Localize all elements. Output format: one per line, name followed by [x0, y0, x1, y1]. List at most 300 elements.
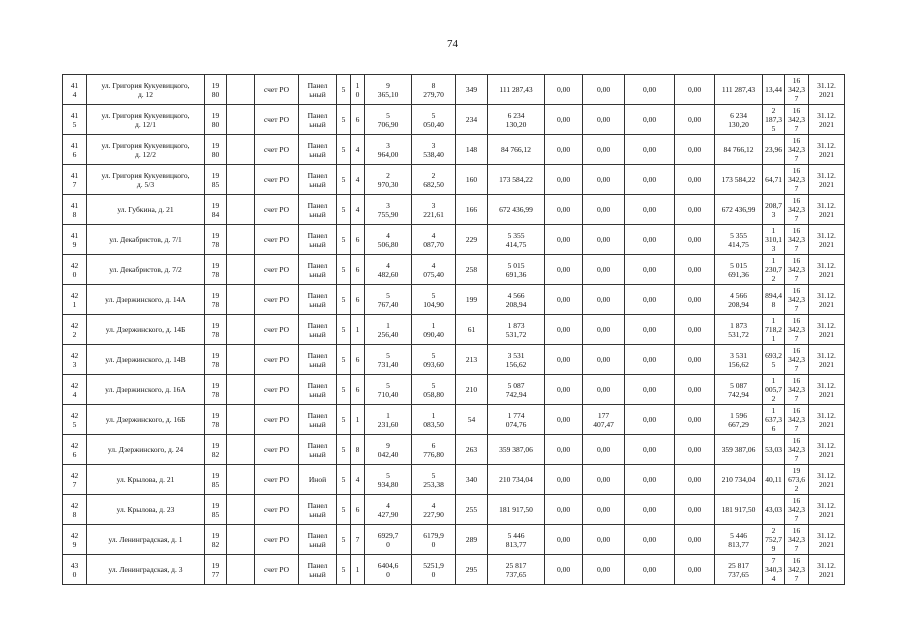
table-row [63, 435, 845, 465]
year-cell: 19 78 [205, 285, 227, 315]
wall-material-cell: Панел ьный [299, 315, 337, 345]
fund-cost-3-cell: 0,00 [625, 525, 675, 555]
limit-cost-cell: 16 342,3 7 [785, 555, 809, 585]
wall-material-cell: Панел ьный [299, 285, 337, 315]
fund-cost-3-cell: 0,00 [625, 135, 675, 165]
residents-cell: 295 [456, 555, 488, 585]
unit-cost-cell: 43,03 [763, 495, 785, 525]
owners-cost-cell: 181 917,50 [715, 495, 763, 525]
row-number-cell: 42 2 [63, 315, 87, 345]
deadline-cell: 31.12. 2021 [809, 75, 845, 105]
blank-cell [227, 315, 255, 345]
fund-cost-2-cell: 0,00 [583, 165, 625, 195]
address-cell: ул. Дзержинского, д. 16Б [87, 405, 205, 435]
year-cell: 19 78 [205, 225, 227, 255]
deadline-cell: 31.12. 2021 [809, 435, 845, 465]
total-cost-cell: 210 734,04 [488, 465, 545, 495]
row-number-cell: 42 0 [63, 255, 87, 285]
limit-cost-cell: 16 342,3 7 [785, 525, 809, 555]
fund-cost-1-cell: 0,00 [545, 345, 583, 375]
unit-cost-cell: 1 310,1 3 [763, 225, 785, 255]
total-area-cell: 2 970,30 [365, 165, 412, 195]
total-area-cell: 1 256,40 [365, 315, 412, 345]
table-row [63, 495, 845, 525]
row-number-cell: 42 9 [63, 525, 87, 555]
residents-cell: 213 [456, 345, 488, 375]
year-cell: 19 82 [205, 435, 227, 465]
unit-cost-cell: 53,03 [763, 435, 785, 465]
page-number: 74 [447, 38, 458, 50]
address-cell: ул. Григория Кукуевицкого, д. 12/2 [87, 135, 205, 165]
fund-cost-1-cell: 0,00 [545, 135, 583, 165]
entrances-cell: 1 0 [351, 75, 365, 105]
residents-cell: 54 [456, 405, 488, 435]
fund-cost-2-cell: 0,00 [583, 435, 625, 465]
deadline-cell: 31.12. 2021 [809, 315, 845, 345]
fund-cost-2-cell: 0,00 [583, 285, 625, 315]
fund-cell: счет РО [255, 405, 299, 435]
fund-cost-1-cell: 0,00 [545, 555, 583, 585]
unit-cost-cell: 40,11 [763, 465, 785, 495]
deadline-cell: 31.12. 2021 [809, 345, 845, 375]
residents-cell: 349 [456, 75, 488, 105]
owners-cost-cell: 84 766,12 [715, 135, 763, 165]
fund-cost-1-cell: 0,00 [545, 405, 583, 435]
blank-cell [227, 405, 255, 435]
total-cost-cell: 173 584,22 [488, 165, 545, 195]
fund-cost-1-cell: 0,00 [545, 375, 583, 405]
floors-cell: 5 [337, 225, 351, 255]
blank-cell [227, 75, 255, 105]
fund-cost-3-cell: 0,00 [625, 495, 675, 525]
residents-cell: 263 [456, 435, 488, 465]
deadline-cell: 31.12. 2021 [809, 105, 845, 135]
table-row [63, 225, 845, 255]
residents-cell: 148 [456, 135, 488, 165]
fund-cost-2-cell: 0,00 [583, 465, 625, 495]
deadline-cell: 31.12. 2021 [809, 555, 845, 585]
unit-cost-cell: 208,7 3 [763, 195, 785, 225]
total-area-cell: 5 934,80 [365, 465, 412, 495]
year-cell: 19 77 [205, 555, 227, 585]
floors-cell: 5 [337, 285, 351, 315]
total-cost-cell: 3 531 156,62 [488, 345, 545, 375]
blank-cell [227, 135, 255, 165]
fund-cell: счет РО [255, 345, 299, 375]
floors-cell: 5 [337, 165, 351, 195]
entrances-cell: 1 [351, 315, 365, 345]
total-area-cell: 3 964,00 [365, 135, 412, 165]
living-area-cell: 5251,9 0 [412, 555, 456, 585]
total-area-cell: 4 506,80 [365, 225, 412, 255]
residents-cell: 229 [456, 225, 488, 255]
address-cell: ул. Дзержинского, д. 14А [87, 285, 205, 315]
fund-cell: счет РО [255, 465, 299, 495]
entrances-cell: 6 [351, 375, 365, 405]
fund-cell: счет РО [255, 225, 299, 255]
fund-cost-3-cell: 0,00 [625, 405, 675, 435]
fund-cost-3-cell: 0,00 [625, 435, 675, 465]
living-area-cell: 1 090,40 [412, 315, 456, 345]
limit-cost-cell: 16 342,3 7 [785, 345, 809, 375]
row-number-cell: 41 6 [63, 135, 87, 165]
fund-cost-3-cell: 0,00 [625, 315, 675, 345]
entrances-cell: 6 [351, 345, 365, 375]
living-area-cell: 5 104,90 [412, 285, 456, 315]
year-cell: 19 80 [205, 105, 227, 135]
total-cost-cell: 4 566 208,94 [488, 285, 545, 315]
limit-cost-cell: 16 342,3 7 [785, 135, 809, 165]
fund-cost-3-cell: 0,00 [625, 225, 675, 255]
living-area-cell: 3 221,61 [412, 195, 456, 225]
table-row [63, 465, 845, 495]
limit-cost-cell: 16 342,3 7 [785, 105, 809, 135]
wall-material-cell: Панел ьный [299, 75, 337, 105]
wall-material-cell: Иной [299, 465, 337, 495]
row-number-cell: 42 8 [63, 495, 87, 525]
fund-cost-4-cell: 0,00 [675, 345, 715, 375]
entrances-cell: 6 [351, 495, 365, 525]
owners-cost-cell: 6 234 130,20 [715, 105, 763, 135]
living-area-cell: 2 682,50 [412, 165, 456, 195]
floors-cell: 5 [337, 495, 351, 525]
living-area-cell: 6 776,80 [412, 435, 456, 465]
fund-cost-3-cell: 0,00 [625, 285, 675, 315]
address-cell: ул. Ленинградская, д. 1 [87, 525, 205, 555]
row-number-cell: 41 7 [63, 165, 87, 195]
limit-cost-cell: 16 342,3 7 [785, 405, 809, 435]
blank-cell [227, 225, 255, 255]
floors-cell: 5 [337, 435, 351, 465]
fund-cost-4-cell: 0,00 [675, 195, 715, 225]
fund-cost-1-cell: 0,00 [545, 315, 583, 345]
fund-cell: счет РО [255, 195, 299, 225]
address-cell: ул. Дзержинского, д. 14В [87, 345, 205, 375]
table-row [63, 105, 845, 135]
fund-cost-4-cell: 0,00 [675, 315, 715, 345]
row-number-cell: 42 6 [63, 435, 87, 465]
limit-cost-cell: 16 342,3 7 [785, 375, 809, 405]
year-cell: 19 78 [205, 315, 227, 345]
total-area-cell: 3 755,90 [365, 195, 412, 225]
limit-cost-cell: 19 673,6 2 [785, 465, 809, 495]
housing-table [62, 74, 845, 585]
total-cost-cell: 5 015 691,36 [488, 255, 545, 285]
wall-material-cell: Панел ьный [299, 375, 337, 405]
fund-cost-2-cell: 177 407,47 [583, 405, 625, 435]
fund-cost-2-cell: 0,00 [583, 315, 625, 345]
unit-cost-cell: 7 340,3 4 [763, 555, 785, 585]
deadline-cell: 31.12. 2021 [809, 225, 845, 255]
entrances-cell: 8 [351, 435, 365, 465]
fund-cost-3-cell: 0,00 [625, 165, 675, 195]
blank-cell [227, 465, 255, 495]
owners-cost-cell: 1 596 667,29 [715, 405, 763, 435]
fund-cell: счет РО [255, 315, 299, 345]
owners-cost-cell: 5 015 691,36 [715, 255, 763, 285]
unit-cost-cell: 1 230,7 2 [763, 255, 785, 285]
floors-cell: 5 [337, 465, 351, 495]
floors-cell: 5 [337, 375, 351, 405]
fund-cell: счет РО [255, 285, 299, 315]
year-cell: 19 78 [205, 255, 227, 285]
residents-cell: 160 [456, 165, 488, 195]
address-cell: ул. Григория Кукуевицкого, д. 12/1 [87, 105, 205, 135]
fund-cost-3-cell: 0,00 [625, 345, 675, 375]
year-cell: 19 82 [205, 525, 227, 555]
unit-cost-cell: 23,96 [763, 135, 785, 165]
fund-cost-1-cell: 0,00 [545, 165, 583, 195]
table-row [63, 345, 845, 375]
entrances-cell: 4 [351, 165, 365, 195]
living-area-cell: 4 075,40 [412, 255, 456, 285]
address-cell: ул. Дзержинского, д. 14Б [87, 315, 205, 345]
owners-cost-cell: 4 566 208,94 [715, 285, 763, 315]
table-row [63, 375, 845, 405]
wall-material-cell: Панел ьный [299, 135, 337, 165]
owners-cost-cell: 5 087 742,94 [715, 375, 763, 405]
wall-material-cell: Панел ьный [299, 525, 337, 555]
row-number-cell: 41 5 [63, 105, 87, 135]
owners-cost-cell: 5 446 813,77 [715, 525, 763, 555]
deadline-cell: 31.12. 2021 [809, 405, 845, 435]
address-cell: ул. Григория Кукуевицкого, д. 12 [87, 75, 205, 105]
blank-cell [227, 525, 255, 555]
blank-cell [227, 345, 255, 375]
fund-cost-1-cell: 0,00 [545, 75, 583, 105]
table-row [63, 195, 845, 225]
residents-cell: 61 [456, 315, 488, 345]
living-area-cell: 5 058,80 [412, 375, 456, 405]
fund-cell: счет РО [255, 375, 299, 405]
total-cost-cell: 1 873 531,72 [488, 315, 545, 345]
fund-cost-1-cell: 0,00 [545, 525, 583, 555]
owners-cost-cell: 359 387,06 [715, 435, 763, 465]
row-number-cell: 41 9 [63, 225, 87, 255]
entrances-cell: 6 [351, 285, 365, 315]
fund-cost-4-cell: 0,00 [675, 75, 715, 105]
deadline-cell: 31.12. 2021 [809, 165, 845, 195]
residents-cell: 234 [456, 105, 488, 135]
floors-cell: 5 [337, 345, 351, 375]
fund-cost-2-cell: 0,00 [583, 255, 625, 285]
total-cost-cell: 111 287,43 [488, 75, 545, 105]
fund-cost-4-cell: 0,00 [675, 285, 715, 315]
fund-cost-3-cell: 0,00 [625, 465, 675, 495]
living-area-cell: 4 087,70 [412, 225, 456, 255]
wall-material-cell: Панел ьный [299, 105, 337, 135]
row-number-cell: 42 4 [63, 375, 87, 405]
total-area-cell: 6929,7 0 [365, 525, 412, 555]
fund-cost-4-cell: 0,00 [675, 555, 715, 585]
total-cost-cell: 6 234 130,20 [488, 105, 545, 135]
floors-cell: 5 [337, 405, 351, 435]
fund-cost-2-cell: 0,00 [583, 495, 625, 525]
blank-cell [227, 555, 255, 585]
address-cell: ул. Григория Кукуевицкого, д. 5/3 [87, 165, 205, 195]
wall-material-cell: Панел ьный [299, 555, 337, 585]
owners-cost-cell: 210 734,04 [715, 465, 763, 495]
fund-cell: счет РО [255, 495, 299, 525]
entrances-cell: 7 [351, 525, 365, 555]
fund-cell: счет РО [255, 135, 299, 165]
wall-material-cell: Панел ьный [299, 495, 337, 525]
entrances-cell: 6 [351, 105, 365, 135]
fund-cost-4-cell: 0,00 [675, 465, 715, 495]
fund-cost-2-cell: 0,00 [583, 135, 625, 165]
total-area-cell: 4 482,60 [365, 255, 412, 285]
floors-cell: 5 [337, 315, 351, 345]
year-cell: 19 78 [205, 345, 227, 375]
residents-cell: 255 [456, 495, 488, 525]
unit-cost-cell: 2 752,7 9 [763, 525, 785, 555]
fund-cost-3-cell: 0,00 [625, 75, 675, 105]
blank-cell [227, 495, 255, 525]
fund-cost-4-cell: 0,00 [675, 375, 715, 405]
limit-cost-cell: 16 342,3 7 [785, 495, 809, 525]
total-area-cell: 5 710,40 [365, 375, 412, 405]
table-row [63, 285, 845, 315]
year-cell: 19 78 [205, 375, 227, 405]
living-area-cell: 5 093,60 [412, 345, 456, 375]
fund-cost-1-cell: 0,00 [545, 195, 583, 225]
total-cost-cell: 5 355 414,75 [488, 225, 545, 255]
entrances-cell: 4 [351, 135, 365, 165]
owners-cost-cell: 3 531 156,62 [715, 345, 763, 375]
wall-material-cell: Панел ьный [299, 225, 337, 255]
residents-cell: 289 [456, 525, 488, 555]
year-cell: 19 80 [205, 75, 227, 105]
entrances-cell: 6 [351, 255, 365, 285]
fund-cost-3-cell: 0,00 [625, 255, 675, 285]
total-area-cell: 5 706,90 [365, 105, 412, 135]
deadline-cell: 31.12. 2021 [809, 375, 845, 405]
table-row [63, 255, 845, 285]
fund-cost-2-cell: 0,00 [583, 375, 625, 405]
row-number-cell: 43 0 [63, 555, 87, 585]
fund-cost-2-cell: 0,00 [583, 195, 625, 225]
year-cell: 19 85 [205, 165, 227, 195]
row-number-cell: 42 1 [63, 285, 87, 315]
fund-cell: счет РО [255, 525, 299, 555]
owners-cost-cell: 672 436,99 [715, 195, 763, 225]
entrances-cell: 6 [351, 225, 365, 255]
total-cost-cell: 181 917,50 [488, 495, 545, 525]
total-cost-cell: 359 387,06 [488, 435, 545, 465]
unit-cost-cell: 2 187,3 5 [763, 105, 785, 135]
row-number-cell: 42 7 [63, 465, 87, 495]
floors-cell: 5 [337, 525, 351, 555]
floors-cell: 5 [337, 255, 351, 285]
floors-cell: 5 [337, 555, 351, 585]
floors-cell: 5 [337, 135, 351, 165]
deadline-cell: 31.12. 2021 [809, 465, 845, 495]
owners-cost-cell: 173 584,22 [715, 165, 763, 195]
entrances-cell: 1 [351, 555, 365, 585]
living-area-cell: 3 538,40 [412, 135, 456, 165]
living-area-cell: 1 083,50 [412, 405, 456, 435]
limit-cost-cell: 16 342,3 7 [785, 285, 809, 315]
table-row [63, 405, 845, 435]
total-area-cell: 9 042,40 [365, 435, 412, 465]
deadline-cell: 31.12. 2021 [809, 135, 845, 165]
unit-cost-cell: 13,44 [763, 75, 785, 105]
blank-cell [227, 195, 255, 225]
residents-cell: 258 [456, 255, 488, 285]
owners-cost-cell: 111 287,43 [715, 75, 763, 105]
fund-cell: счет РО [255, 75, 299, 105]
limit-cost-cell: 16 342,3 7 [785, 315, 809, 345]
table-row [63, 555, 845, 585]
fund-cost-4-cell: 0,00 [675, 405, 715, 435]
row-number-cell: 42 5 [63, 405, 87, 435]
fund-cell: счет РО [255, 435, 299, 465]
wall-material-cell: Панел ьный [299, 405, 337, 435]
fund-cost-3-cell: 0,00 [625, 195, 675, 225]
year-cell: 19 84 [205, 195, 227, 225]
residents-cell: 210 [456, 375, 488, 405]
entrances-cell: 4 [351, 465, 365, 495]
limit-cost-cell: 16 342,3 7 [785, 435, 809, 465]
unit-cost-cell: 1 005,7 2 [763, 375, 785, 405]
total-area-cell: 4 427,90 [365, 495, 412, 525]
total-cost-cell: 84 766,12 [488, 135, 545, 165]
unit-cost-cell: 693,2 5 [763, 345, 785, 375]
fund-cost-3-cell: 0,00 [625, 105, 675, 135]
fund-cost-1-cell: 0,00 [545, 465, 583, 495]
living-area-cell: 6179,9 0 [412, 525, 456, 555]
fund-cost-4-cell: 0,00 [675, 255, 715, 285]
total-area-cell: 5 731,40 [365, 345, 412, 375]
unit-cost-cell: 894,4 8 [763, 285, 785, 315]
fund-cost-4-cell: 0,00 [675, 135, 715, 165]
fund-cell: счет РО [255, 555, 299, 585]
fund-cell: счет РО [255, 105, 299, 135]
fund-cost-1-cell: 0,00 [545, 105, 583, 135]
table-row [63, 525, 845, 555]
fund-cost-4-cell: 0,00 [675, 225, 715, 255]
total-cost-cell: 5 446 813,77 [488, 525, 545, 555]
year-cell: 19 78 [205, 405, 227, 435]
living-area-cell: 8 279,70 [412, 75, 456, 105]
floors-cell: 5 [337, 195, 351, 225]
fund-cell: счет РО [255, 165, 299, 195]
floors-cell: 5 [337, 75, 351, 105]
address-cell: ул. Дзержинского, д. 16А [87, 375, 205, 405]
limit-cost-cell: 16 342,3 7 [785, 165, 809, 195]
address-cell: ул. Дзержинского, д. 24 [87, 435, 205, 465]
total-area-cell: 1 231,60 [365, 405, 412, 435]
blank-cell [227, 375, 255, 405]
blank-cell [227, 105, 255, 135]
blank-cell [227, 165, 255, 195]
total-area-cell: 5 767,40 [365, 285, 412, 315]
total-area-cell: 6404,6 0 [365, 555, 412, 585]
entrances-cell: 1 [351, 405, 365, 435]
wall-material-cell: Панел ьный [299, 165, 337, 195]
fund-cost-3-cell: 0,00 [625, 375, 675, 405]
table-row [63, 135, 845, 165]
fund-cost-2-cell: 0,00 [583, 105, 625, 135]
fund-cost-4-cell: 0,00 [675, 105, 715, 135]
unit-cost-cell: 1 718,2 1 [763, 315, 785, 345]
deadline-cell: 31.12. 2021 [809, 495, 845, 525]
total-cost-cell: 1 774 074,76 [488, 405, 545, 435]
address-cell: ул. Губкина, д. 21 [87, 195, 205, 225]
limit-cost-cell: 16 342,3 7 [785, 225, 809, 255]
owners-cost-cell: 5 355 414,75 [715, 225, 763, 255]
floors-cell: 5 [337, 105, 351, 135]
